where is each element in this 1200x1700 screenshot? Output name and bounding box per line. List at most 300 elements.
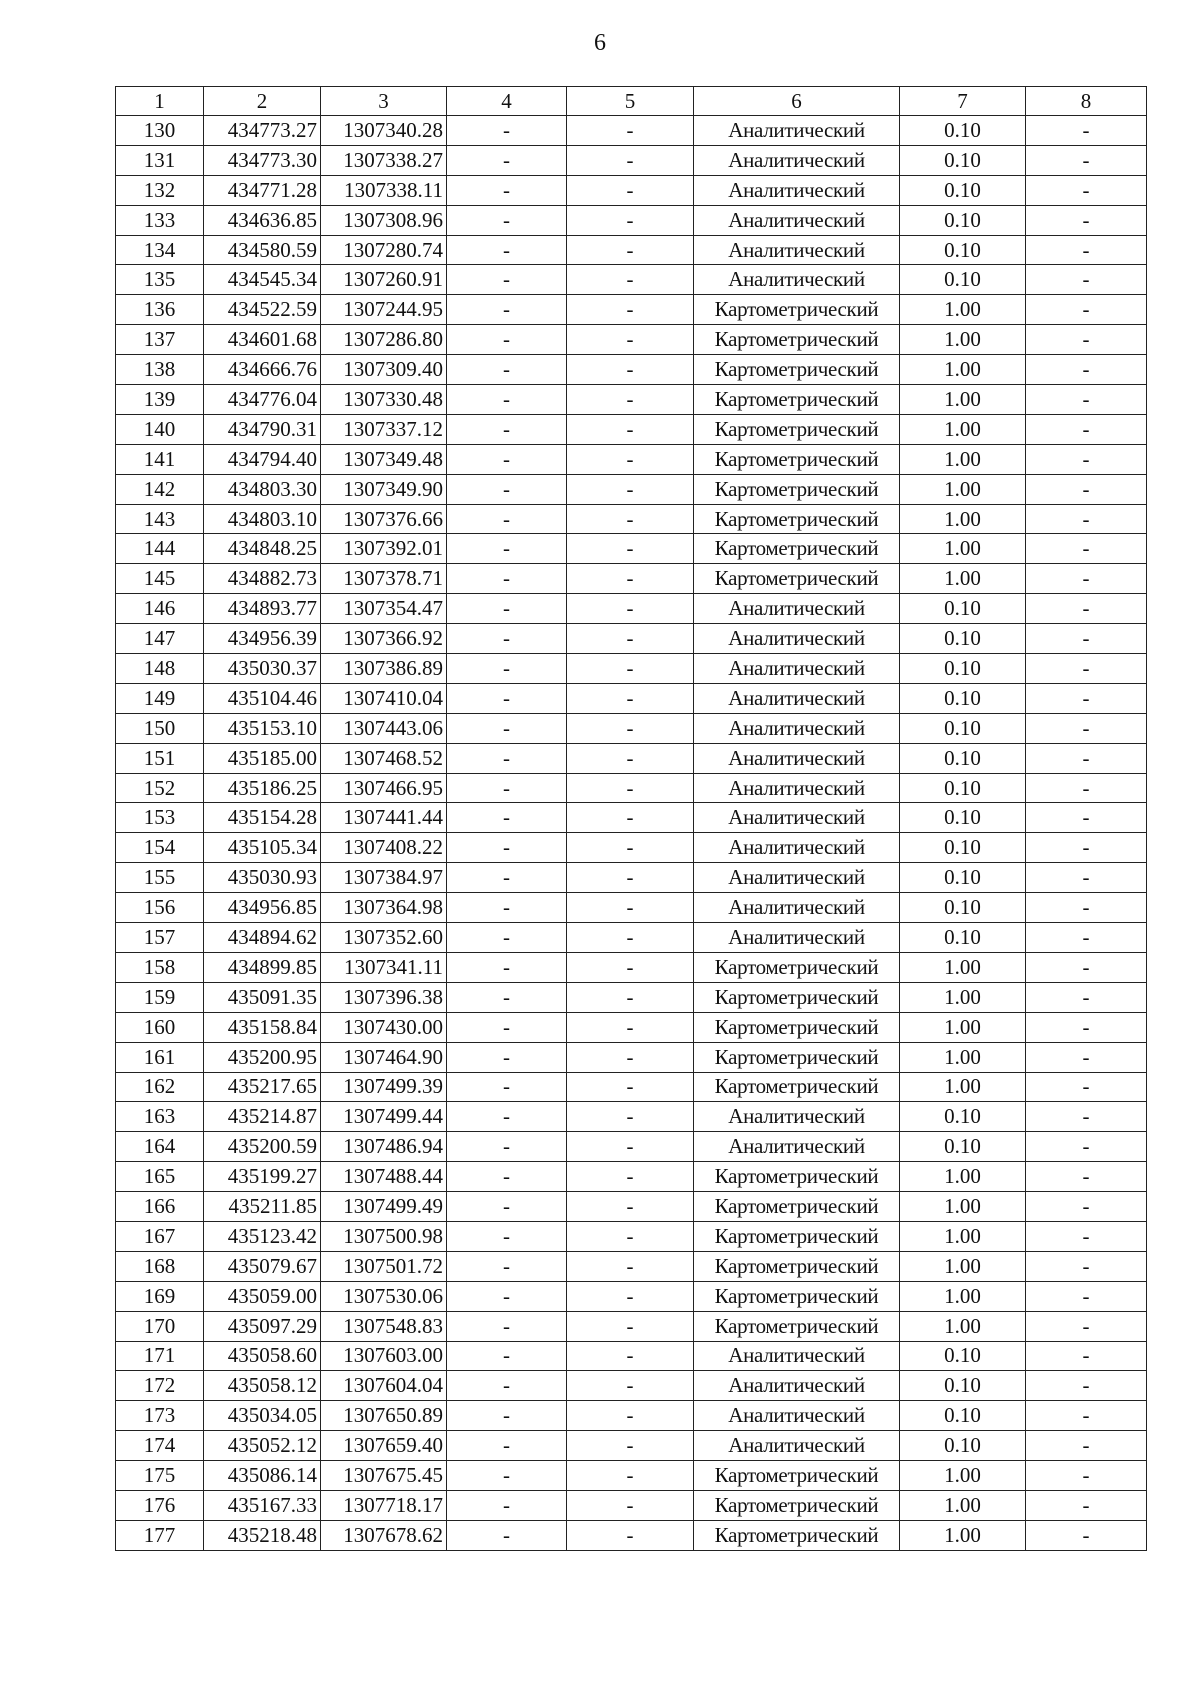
cell-accuracy: 0.10 — [900, 624, 1026, 654]
cell-col-8: - — [1026, 923, 1147, 953]
cell-col-4: - — [447, 1490, 567, 1520]
cell-coord-y: 1307378.71 — [321, 564, 447, 594]
cell-col-5: - — [567, 1341, 694, 1371]
cell-col-4: - — [447, 1102, 567, 1132]
cell-point-number: 163 — [116, 1102, 204, 1132]
cell-accuracy: 1.00 — [900, 414, 1026, 444]
cell-accuracy: 1.00 — [900, 534, 1026, 564]
cell-col-4: - — [447, 683, 567, 713]
cell-accuracy: 1.00 — [900, 1251, 1026, 1281]
cell-coord-y: 1307337.12 — [321, 414, 447, 444]
cell-col-8: - — [1026, 1461, 1147, 1491]
cell-coord-y: 1307352.60 — [321, 923, 447, 953]
cell-method: Аналитический — [694, 773, 900, 803]
cell-col-5: - — [567, 1431, 694, 1461]
table-row — [116, 235, 1147, 265]
cell-coord-y: 1307499.49 — [321, 1192, 447, 1222]
cell-coord-x: 435058.60 — [204, 1341, 321, 1371]
cell-col-8: - — [1026, 893, 1147, 923]
cell-col-4: - — [447, 803, 567, 833]
cell-point-number: 143 — [116, 504, 204, 534]
cell-point-number: 150 — [116, 713, 204, 743]
cell-coord-y: 1307364.98 — [321, 893, 447, 923]
table-row — [116, 444, 1147, 474]
cell-col-4: - — [447, 1311, 567, 1341]
cell-accuracy: 1.00 — [900, 564, 1026, 594]
cell-accuracy: 1.00 — [900, 355, 1026, 385]
table-row — [116, 1072, 1147, 1102]
cell-coord-y: 1307659.40 — [321, 1431, 447, 1461]
cell-coord-x: 434893.77 — [204, 594, 321, 624]
cell-col-4: - — [447, 1251, 567, 1281]
cell-coord-y: 1307396.38 — [321, 982, 447, 1012]
cell-coord-y: 1307464.90 — [321, 1042, 447, 1072]
cell-col-4: - — [447, 743, 567, 773]
cell-coord-y: 1307349.48 — [321, 444, 447, 474]
cell-method: Картометрический — [694, 1221, 900, 1251]
cell-col-8: - — [1026, 145, 1147, 175]
cell-accuracy: 0.10 — [900, 1401, 1026, 1431]
cell-coord-y: 1307650.89 — [321, 1401, 447, 1431]
cell-accuracy: 0.10 — [900, 773, 1026, 803]
cell-coord-x: 435091.35 — [204, 982, 321, 1012]
cell-col-8: - — [1026, 773, 1147, 803]
cell-accuracy: 1.00 — [900, 1461, 1026, 1491]
cell-method: Аналитический — [694, 1132, 900, 1162]
cell-col-5: - — [567, 1490, 694, 1520]
cell-col-4: - — [447, 355, 567, 385]
cell-point-number: 148 — [116, 654, 204, 684]
cell-coord-y: 1307499.44 — [321, 1102, 447, 1132]
cell-col-4: - — [447, 295, 567, 325]
cell-point-number: 140 — [116, 414, 204, 444]
cell-coord-y: 1307260.91 — [321, 265, 447, 295]
cell-col-5: - — [567, 863, 694, 893]
cell-coord-x: 435186.25 — [204, 773, 321, 803]
cell-method: Картометрический — [694, 1042, 900, 1072]
cell-point-number: 147 — [116, 624, 204, 654]
cell-method: Картометрический — [694, 295, 900, 325]
cell-col-4: - — [447, 534, 567, 564]
cell-method: Аналитический — [694, 205, 900, 235]
cell-coord-y: 1307286.80 — [321, 325, 447, 355]
cell-col-8: - — [1026, 504, 1147, 534]
table-row — [116, 743, 1147, 773]
table-row — [116, 1251, 1147, 1281]
cell-coord-x: 435153.10 — [204, 713, 321, 743]
cell-accuracy: 0.10 — [900, 654, 1026, 684]
cell-col-4: - — [447, 265, 567, 295]
cell-method: Аналитический — [694, 1341, 900, 1371]
cell-accuracy: 0.10 — [900, 1371, 1026, 1401]
cell-accuracy: 1.00 — [900, 1281, 1026, 1311]
cell-col-8: - — [1026, 1162, 1147, 1192]
cell-method: Аналитический — [694, 833, 900, 863]
cell-col-8: - — [1026, 564, 1147, 594]
table-row — [116, 803, 1147, 833]
cell-coord-y: 1307530.06 — [321, 1281, 447, 1311]
table-row — [116, 713, 1147, 743]
cell-col-8: - — [1026, 205, 1147, 235]
cell-col-5: - — [567, 803, 694, 833]
cell-accuracy: 0.10 — [900, 175, 1026, 205]
cell-col-8: - — [1026, 116, 1147, 146]
cell-coord-x: 434899.85 — [204, 952, 321, 982]
cell-col-8: - — [1026, 654, 1147, 684]
cell-coord-x: 434522.59 — [204, 295, 321, 325]
cell-method: Картометрический — [694, 1192, 900, 1222]
cell-method: Картометрический — [694, 325, 900, 355]
cell-col-5: - — [567, 1281, 694, 1311]
cell-coord-y: 1307330.48 — [321, 385, 447, 415]
cell-accuracy: 0.10 — [900, 116, 1026, 146]
cell-coord-y: 1307486.94 — [321, 1132, 447, 1162]
coordinates-table — [115, 86, 1147, 1551]
cell-point-number: 134 — [116, 235, 204, 265]
cell-col-4: - — [447, 1341, 567, 1371]
cell-col-8: - — [1026, 1371, 1147, 1401]
cell-col-8: - — [1026, 863, 1147, 893]
cell-col-4: - — [447, 325, 567, 355]
cell-point-number: 159 — [116, 982, 204, 1012]
table-row — [116, 265, 1147, 295]
cell-accuracy: 0.10 — [900, 205, 1026, 235]
cell-accuracy: 1.00 — [900, 1012, 1026, 1042]
cell-col-5: - — [567, 564, 694, 594]
cell-col-8: - — [1026, 982, 1147, 1012]
cell-col-8: - — [1026, 1490, 1147, 1520]
cell-coord-x: 435167.33 — [204, 1490, 321, 1520]
cell-col-4: - — [447, 1072, 567, 1102]
cell-point-number: 175 — [116, 1461, 204, 1491]
cell-coord-x: 435185.00 — [204, 743, 321, 773]
cell-col-8: - — [1026, 713, 1147, 743]
cell-point-number: 166 — [116, 1192, 204, 1222]
cell-col-8: - — [1026, 1401, 1147, 1431]
table-row — [116, 893, 1147, 923]
cell-col-8: - — [1026, 1102, 1147, 1132]
table-header — [116, 87, 1147, 116]
cell-method: Аналитический — [694, 1431, 900, 1461]
cell-point-number: 149 — [116, 683, 204, 713]
cell-method: Картометрический — [694, 1311, 900, 1341]
cell-accuracy: 1.00 — [900, 504, 1026, 534]
cell-col-4: - — [447, 1221, 567, 1251]
cell-point-number: 177 — [116, 1520, 204, 1550]
cell-point-number: 174 — [116, 1431, 204, 1461]
cell-coord-x: 435059.00 — [204, 1281, 321, 1311]
cell-col-4: - — [447, 145, 567, 175]
cell-coord-x: 435211.85 — [204, 1192, 321, 1222]
cell-method: Аналитический — [694, 265, 900, 295]
cell-col-8: - — [1026, 594, 1147, 624]
cell-point-number: 157 — [116, 923, 204, 953]
table-row — [116, 1520, 1147, 1550]
cell-coord-y: 1307678.62 — [321, 1520, 447, 1550]
column-header-2: 2 — [204, 87, 321, 116]
cell-coord-y: 1307340.28 — [321, 116, 447, 146]
cell-coord-x: 434666.76 — [204, 355, 321, 385]
column-header-1: 1 — [116, 87, 204, 116]
cell-col-5: - — [567, 952, 694, 982]
cell-coord-x: 435123.42 — [204, 1221, 321, 1251]
table-row — [116, 1192, 1147, 1222]
table-row — [116, 325, 1147, 355]
cell-accuracy: 1.00 — [900, 1221, 1026, 1251]
cell-col-5: - — [567, 743, 694, 773]
table-row — [116, 773, 1147, 803]
cell-col-4: - — [447, 594, 567, 624]
cell-method: Картометрический — [694, 982, 900, 1012]
cell-col-5: - — [567, 713, 694, 743]
cell-col-8: - — [1026, 414, 1147, 444]
table-row — [116, 564, 1147, 594]
cell-coord-x: 435104.46 — [204, 683, 321, 713]
cell-coord-y: 1307468.52 — [321, 743, 447, 773]
table-row — [116, 923, 1147, 953]
cell-col-8: - — [1026, 265, 1147, 295]
cell-col-8: - — [1026, 1012, 1147, 1042]
cell-method: Картометрический — [694, 564, 900, 594]
cell-coord-y: 1307376.66 — [321, 504, 447, 534]
cell-col-5: - — [567, 1251, 694, 1281]
cell-method: Картометрический — [694, 1461, 900, 1491]
cell-coord-x: 435105.34 — [204, 833, 321, 863]
table-row — [116, 534, 1147, 564]
cell-coord-x: 434894.62 — [204, 923, 321, 953]
cell-method: Аналитический — [694, 116, 900, 146]
cell-col-8: - — [1026, 1192, 1147, 1222]
cell-col-5: - — [567, 1221, 694, 1251]
column-header-3: 3 — [321, 87, 447, 116]
cell-coord-x: 434803.30 — [204, 474, 321, 504]
cell-col-4: - — [447, 1132, 567, 1162]
cell-col-8: - — [1026, 355, 1147, 385]
table-row — [116, 952, 1147, 982]
cell-coord-x: 434773.30 — [204, 145, 321, 175]
cell-coord-x: 435079.67 — [204, 1251, 321, 1281]
cell-col-4: - — [447, 1192, 567, 1222]
cell-coord-x: 434636.85 — [204, 205, 321, 235]
cell-point-number: 158 — [116, 952, 204, 982]
cell-col-8: - — [1026, 624, 1147, 654]
cell-col-4: - — [447, 833, 567, 863]
cell-coord-y: 1307338.11 — [321, 175, 447, 205]
cell-col-5: - — [567, 1371, 694, 1401]
cell-col-5: - — [567, 385, 694, 415]
cell-coord-y: 1307386.89 — [321, 654, 447, 684]
cell-point-number: 131 — [116, 145, 204, 175]
cell-method: Аналитический — [694, 594, 900, 624]
cell-accuracy: 1.00 — [900, 444, 1026, 474]
cell-coord-y: 1307499.39 — [321, 1072, 447, 1102]
cell-col-5: - — [567, 265, 694, 295]
cell-col-5: - — [567, 1520, 694, 1550]
cell-col-8: - — [1026, 1132, 1147, 1162]
cell-col-5: - — [567, 444, 694, 474]
cell-point-number: 139 — [116, 385, 204, 415]
cell-accuracy: 0.10 — [900, 1341, 1026, 1371]
table-row — [116, 833, 1147, 863]
cell-col-5: - — [567, 205, 694, 235]
cell-col-8: - — [1026, 1072, 1147, 1102]
cell-coord-y: 1307408.22 — [321, 833, 447, 863]
cell-method: Аналитический — [694, 743, 900, 773]
cell-coord-y: 1307341.11 — [321, 952, 447, 982]
table-row — [116, 116, 1147, 146]
cell-coord-y: 1307466.95 — [321, 773, 447, 803]
cell-accuracy: 1.00 — [900, 1162, 1026, 1192]
column-header-4: 4 — [447, 87, 567, 116]
cell-col-4: - — [447, 893, 567, 923]
cell-col-5: - — [567, 534, 694, 564]
column-header-5: 5 — [567, 87, 694, 116]
cell-accuracy: 1.00 — [900, 982, 1026, 1012]
cell-coord-y: 1307366.92 — [321, 624, 447, 654]
cell-coord-x: 435200.59 — [204, 1132, 321, 1162]
cell-coord-y: 1307384.97 — [321, 863, 447, 893]
cell-accuracy: 0.10 — [900, 683, 1026, 713]
cell-coord-x: 435086.14 — [204, 1461, 321, 1491]
cell-accuracy: 0.10 — [900, 893, 1026, 923]
table-row — [116, 654, 1147, 684]
cell-point-number: 133 — [116, 205, 204, 235]
cell-col-5: - — [567, 594, 694, 624]
table-row — [116, 205, 1147, 235]
cell-coord-x: 434601.68 — [204, 325, 321, 355]
cell-coord-y: 1307501.72 — [321, 1251, 447, 1281]
cell-col-5: - — [567, 1102, 694, 1132]
cell-coord-x: 434580.59 — [204, 235, 321, 265]
cell-coord-x: 434776.04 — [204, 385, 321, 415]
cell-col-4: - — [447, 713, 567, 743]
cell-point-number: 156 — [116, 893, 204, 923]
cell-coord-y: 1307488.44 — [321, 1162, 447, 1192]
table-row — [116, 1401, 1147, 1431]
cell-point-number: 169 — [116, 1281, 204, 1311]
table-row — [116, 863, 1147, 893]
cell-coord-y: 1307675.45 — [321, 1461, 447, 1491]
cell-coord-y: 1307392.01 — [321, 534, 447, 564]
cell-col-4: - — [447, 624, 567, 654]
cell-col-4: - — [447, 116, 567, 146]
cell-coord-y: 1307443.06 — [321, 713, 447, 743]
cell-method: Картометрический — [694, 952, 900, 982]
cell-col-4: - — [447, 1401, 567, 1431]
cell-method: Картометрический — [694, 355, 900, 385]
cell-point-number: 168 — [116, 1251, 204, 1281]
cell-method: Картометрический — [694, 1162, 900, 1192]
cell-col-4: - — [447, 385, 567, 415]
cell-col-4: - — [447, 235, 567, 265]
cell-col-5: - — [567, 175, 694, 205]
cell-col-8: - — [1026, 1311, 1147, 1341]
cell-method: Картометрический — [694, 1281, 900, 1311]
cell-accuracy: 1.00 — [900, 474, 1026, 504]
cell-col-4: - — [447, 1431, 567, 1461]
cell-method: Аналитический — [694, 1102, 900, 1132]
cell-coord-x: 434773.27 — [204, 116, 321, 146]
table-row — [116, 982, 1147, 1012]
table-row — [116, 1042, 1147, 1072]
cell-col-4: - — [447, 414, 567, 444]
cell-coord-y: 1307354.47 — [321, 594, 447, 624]
cell-col-4: - — [447, 444, 567, 474]
cell-coord-y: 1307309.40 — [321, 355, 447, 385]
cell-coord-x: 435199.27 — [204, 1162, 321, 1192]
cell-col-4: - — [447, 474, 567, 504]
cell-coord-y: 1307308.96 — [321, 205, 447, 235]
cell-coord-x: 434956.39 — [204, 624, 321, 654]
cell-point-number: 153 — [116, 803, 204, 833]
cell-method: Аналитический — [694, 683, 900, 713]
cell-col-8: - — [1026, 952, 1147, 982]
cell-method: Аналитический — [694, 923, 900, 953]
cell-method: Картометрический — [694, 414, 900, 444]
cell-accuracy: 1.00 — [900, 325, 1026, 355]
cell-accuracy: 0.10 — [900, 594, 1026, 624]
cell-col-5: - — [567, 1401, 694, 1431]
cell-col-4: - — [447, 773, 567, 803]
cell-point-number: 173 — [116, 1401, 204, 1431]
table-header-row — [116, 87, 1147, 116]
cell-coord-x: 434545.34 — [204, 265, 321, 295]
cell-method: Аналитический — [694, 1401, 900, 1431]
table-row — [116, 414, 1147, 444]
cell-accuracy: 0.10 — [900, 1132, 1026, 1162]
cell-coord-x: 435058.12 — [204, 1371, 321, 1401]
cell-point-number: 145 — [116, 564, 204, 594]
table-row — [116, 1490, 1147, 1520]
table-row — [116, 594, 1147, 624]
cell-accuracy: 0.10 — [900, 1102, 1026, 1132]
cell-accuracy: 1.00 — [900, 1192, 1026, 1222]
cell-point-number: 146 — [116, 594, 204, 624]
table-row — [116, 295, 1147, 325]
table-row — [116, 1461, 1147, 1491]
table-row — [116, 385, 1147, 415]
cell-col-8: - — [1026, 1341, 1147, 1371]
cell-method: Аналитический — [694, 654, 900, 684]
cell-col-4: - — [447, 1012, 567, 1042]
cell-col-5: - — [567, 116, 694, 146]
cell-col-4: - — [447, 863, 567, 893]
table-body — [116, 116, 1147, 1551]
cell-accuracy: 0.10 — [900, 265, 1026, 295]
cell-col-4: - — [447, 564, 567, 594]
cell-coord-x: 434771.28 — [204, 175, 321, 205]
table-row — [116, 474, 1147, 504]
cell-col-8: - — [1026, 235, 1147, 265]
cell-col-5: - — [567, 1132, 694, 1162]
cell-coord-x: 435158.84 — [204, 1012, 321, 1042]
column-header-8: 8 — [1026, 87, 1147, 116]
table-row — [116, 1132, 1147, 1162]
cell-col-4: - — [447, 205, 567, 235]
cell-col-4: - — [447, 1042, 567, 1072]
cell-method: Картометрический — [694, 444, 900, 474]
cell-point-number: 155 — [116, 863, 204, 893]
cell-col-8: - — [1026, 1251, 1147, 1281]
cell-point-number: 141 — [116, 444, 204, 474]
cell-col-8: - — [1026, 175, 1147, 205]
cell-col-8: - — [1026, 325, 1147, 355]
cell-col-5: - — [567, 1072, 694, 1102]
cell-method: Аналитический — [694, 175, 900, 205]
cell-method: Картометрический — [694, 534, 900, 564]
cell-coord-x: 435034.05 — [204, 1401, 321, 1431]
table-row — [116, 175, 1147, 205]
